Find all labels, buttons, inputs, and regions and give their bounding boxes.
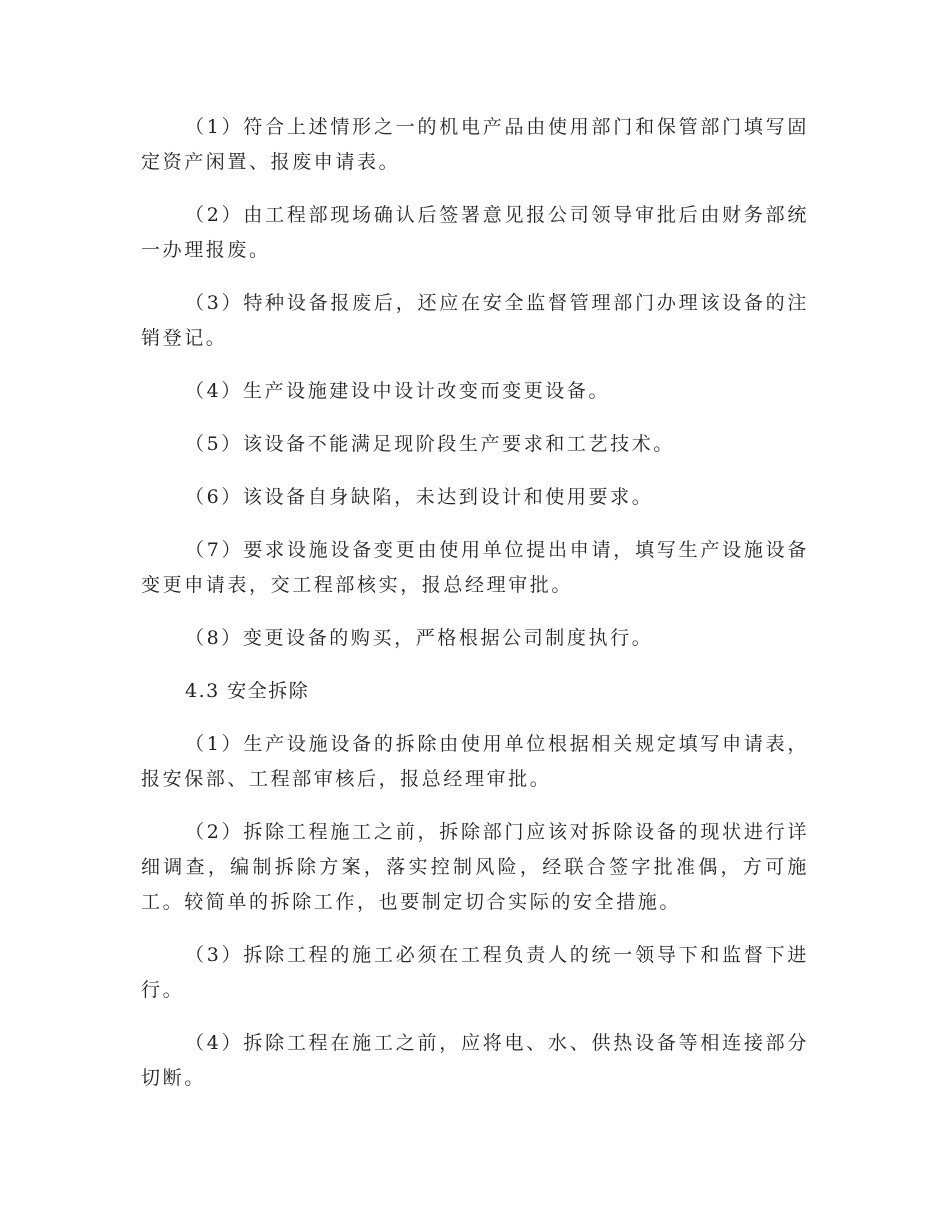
section-paragraph-3: （3）拆除工程的施工必须在工程负责人的统一领导下和监督下进行。 xyxy=(141,944,809,1001)
section-paragraph-1: （1）生产设施设备的拆除由使用单位根据相关规定填写申请表，报安保部、工程部审核后，报总经理审批。 xyxy=(141,733,809,790)
paragraph-8: （8）变更设备的购买，严格根据公司制度执行。 xyxy=(185,627,654,649)
section-paragraph-4: （4）拆除工程在施工之前，应将电、水、供热设备等相连接部分切断。 xyxy=(141,1032,809,1089)
document-body xyxy=(141,110,809,1114)
paragraph-5: （5）该设备不能满足现阶段生产要求和工艺技术。 xyxy=(185,433,675,455)
section-heading: 4.3 安全拆除 xyxy=(185,680,310,702)
paragraph-4: （4）生产设施建设中设计改变而变更设备。 xyxy=(185,380,611,402)
paragraph-3: （3）特种设备报废后，还应在安全监督管理部门办理该设备的注销登记。 xyxy=(141,292,809,349)
paragraph-6: （6）该设备自身缺陷，未达到设计和使用要求。 xyxy=(185,486,654,508)
paragraph-1: （1）符合上述情形之一的机电产品由使用部门和保管部门填写固定资产闲置、报废申请表。 xyxy=(141,116,809,173)
section-paragraph-2: （2）拆除工程施工之前，拆除部门应该对拆除设备的现状进行详细调查，编制拆除方案，落实控制风险，经联合签字批准偶，方可施工。较简单的拆除工作，也要制定切合实际的安全措施。 xyxy=(141,821,809,913)
paragraph-2: （2）由工程部现场确认后签署意见报公司领导审批后由财务部统一办理报废。 xyxy=(141,204,809,261)
paragraph-7: （7）要求设施设备变更由使用单位提出申请，填写生产设施设备变更申请表，交工程部核实，报总经理审批。 xyxy=(141,539,809,596)
